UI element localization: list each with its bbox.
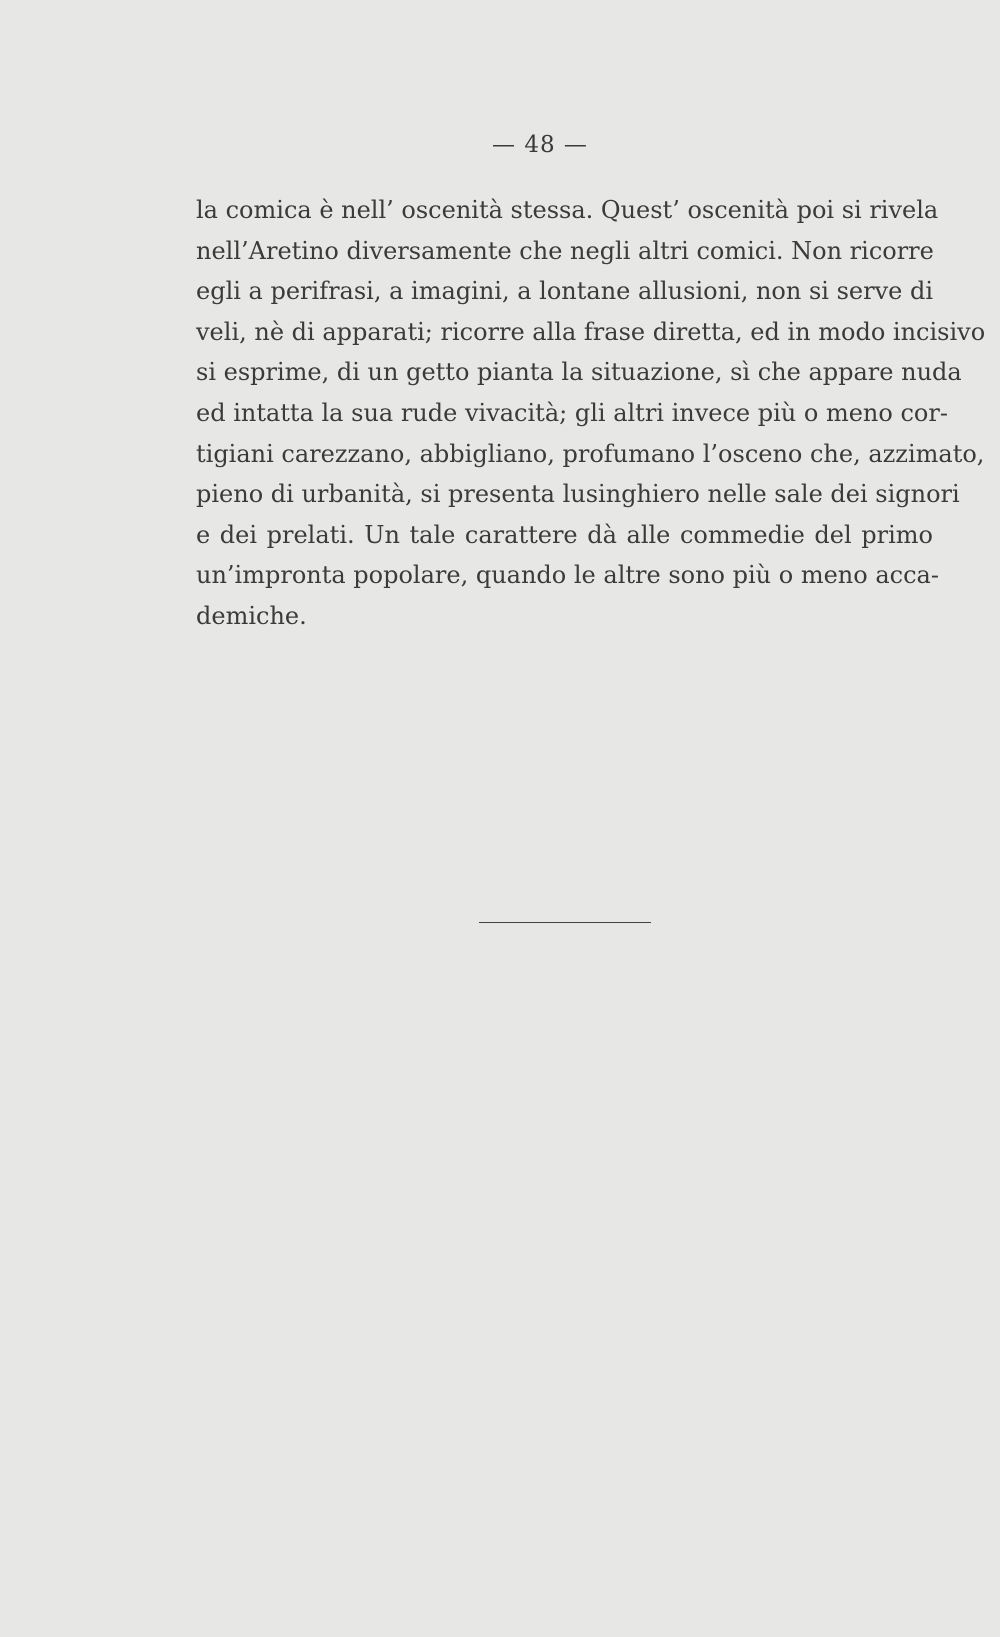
text-line: egli a perifrasi, a imagini, a lontane allusioni, non si serve di [196, 277, 933, 306]
text-line: la comica è nell’ oscenità stessa. Quest’ oscenità poi si rivela [196, 196, 939, 224]
text-line: e dei prelati. Un tale carattere dà alle commedie del primo [196, 520, 933, 549]
text-line: veli, nè di apparati; ricorre alla frase diretta, ed in modo incisivo [196, 317, 986, 346]
text-line: nell’Aretino diversamente che negli altri comici. Non ricorre [196, 236, 934, 265]
text-line: ed intatta la sua rude vivacità; gli altri invece più o meno cor- [196, 398, 948, 427]
body-paragraph [196, 190, 986, 637]
text-line: si esprime, di un getto pianta la situazione, sì che appare nuda [196, 358, 962, 387]
text-line: demiche. [196, 601, 307, 630]
page-number: — 48 — [492, 132, 588, 158]
text-line: tigiani carezzano, abbigliano, profumano l’osceno che, azzimato, [196, 439, 985, 468]
section-end-rule [479, 922, 651, 923]
text-line: un’impronta popolare, quando le altre sono più o meno acca- [196, 561, 939, 590]
text-line: pieno di urbanità, si presenta lusinghiero nelle sale dei signori [196, 480, 960, 509]
